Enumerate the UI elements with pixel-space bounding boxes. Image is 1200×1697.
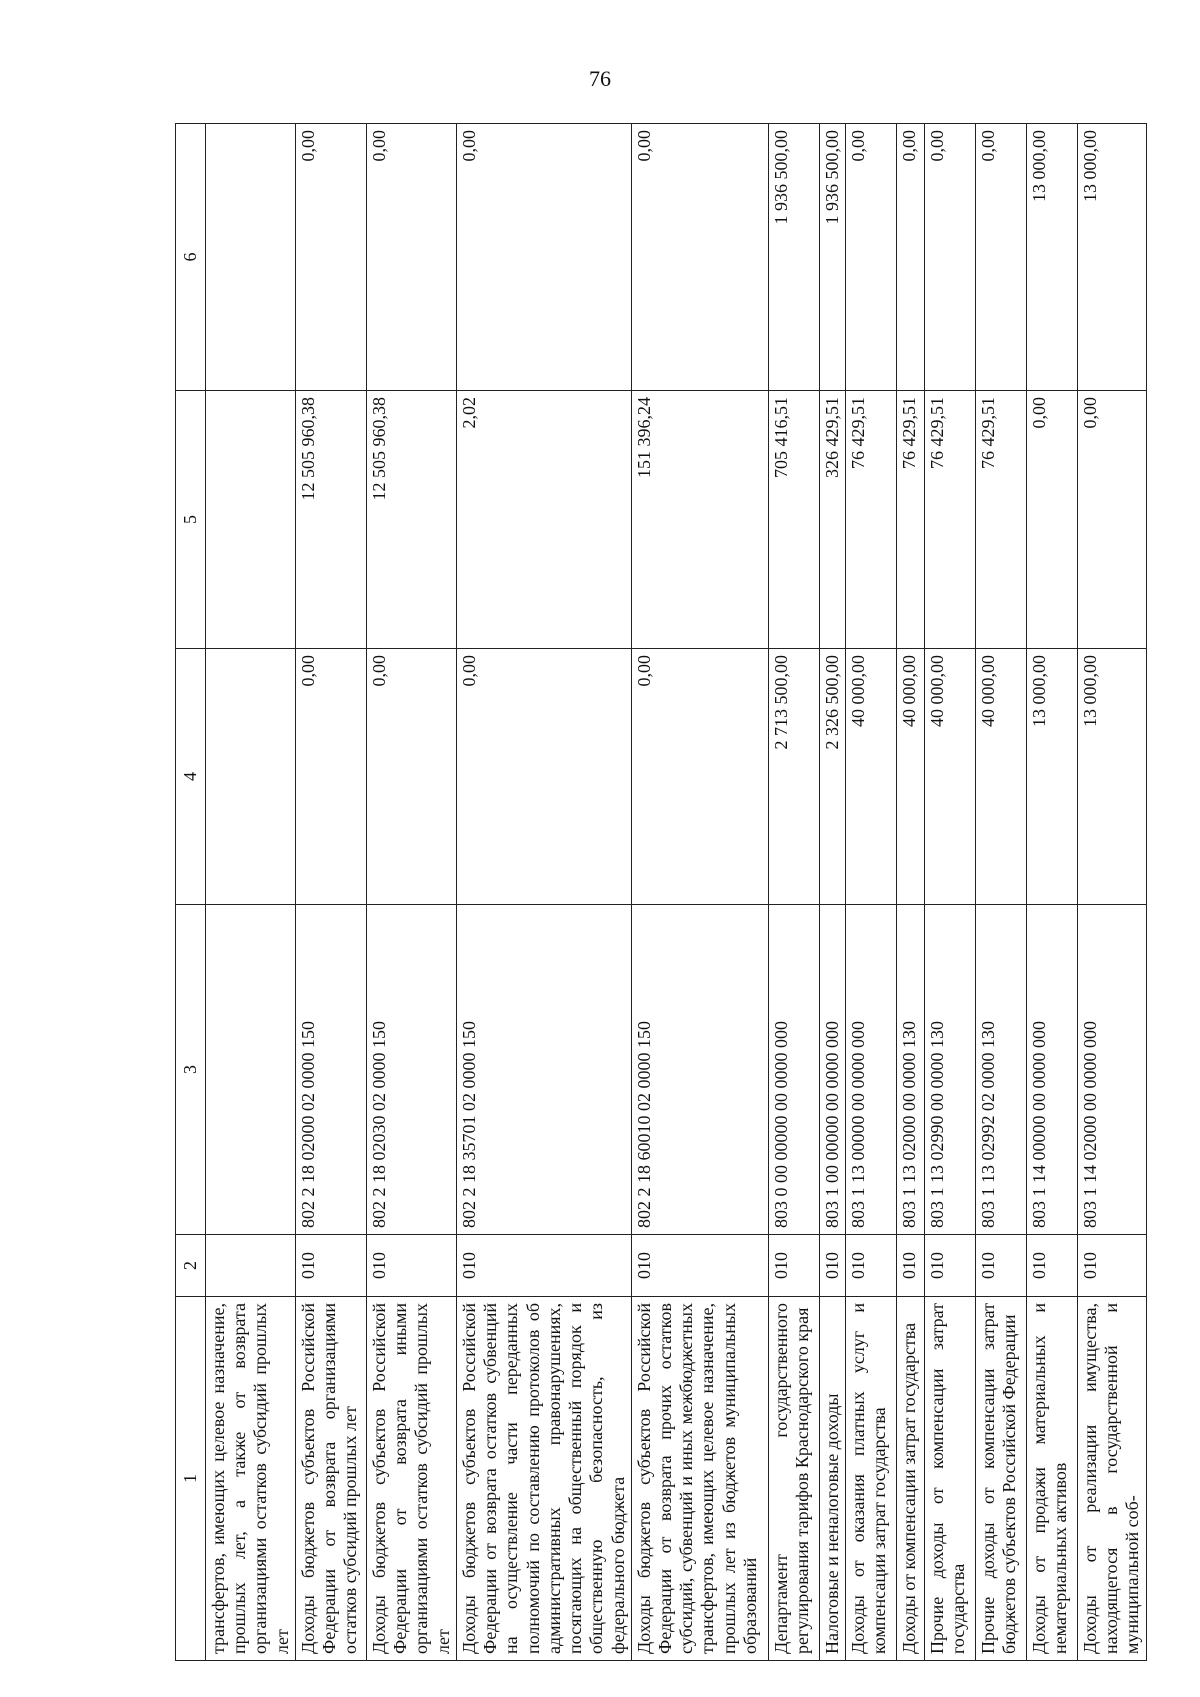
column-4-value: 13 000,00: [1077, 649, 1146, 905]
budget-code-cell: 802 2 18 35701 02 0000 150: [456, 905, 631, 1235]
budget-code-cell: 802 2 18 02030 02 0000 150: [366, 905, 456, 1235]
column-5-value: 76 429,51: [975, 391, 1026, 649]
column-5-value: 151 396,24: [631, 391, 768, 649]
row-code-cell: 010: [456, 1235, 631, 1297]
column-5-value: [206, 391, 296, 649]
table-row: [1077, 124, 1146, 1661]
budget-code-cell: 803 1 13 02990 00 0000 130: [924, 905, 975, 1235]
column-4-value: 0,00: [456, 649, 631, 905]
column-6-value: 0,00: [631, 124, 768, 391]
table-row: [456, 124, 631, 1661]
table-row: [295, 124, 366, 1661]
row-code-cell: 010: [1077, 1235, 1146, 1297]
column-6-value: 1 936 500,00: [819, 124, 845, 391]
budget-code-cell: 803 1 14 02000 00 0000 000: [1077, 905, 1146, 1235]
row-name-cell: Доходы от продажи материальных и нематериальных активов: [1026, 1297, 1077, 1661]
column-6-value: 0,00: [924, 124, 975, 391]
column-header: 6: [176, 124, 206, 391]
budget-code-cell: 802 2 18 02000 02 0000 150: [295, 905, 366, 1235]
table-row: [1026, 124, 1077, 1661]
column-4-value: 2 713 500,00: [768, 649, 819, 905]
column-header: 5: [176, 391, 206, 649]
row-code-cell: 010: [295, 1235, 366, 1297]
table-row: [631, 124, 768, 1661]
row-code-cell: 010: [845, 1235, 896, 1297]
budget-code-cell: 803 1 13 02992 02 0000 130: [975, 905, 1026, 1235]
column-header: 1: [176, 1297, 206, 1661]
row-code-cell: 010: [1026, 1235, 1077, 1297]
row-name-cell: Доходы бюджетов субъектов Российской Федерации от возврата организациями остатков субсидий прошлых лет: [295, 1297, 366, 1661]
table-row: [975, 124, 1026, 1661]
column-6-value: 13 000,00: [1077, 124, 1146, 391]
column-header: 2: [176, 1235, 206, 1297]
row-name-cell: Доходы от реализации имущества, находящегося в государственной и муниципальной соб-: [1077, 1297, 1146, 1661]
row-name-cell: Доходы бюджетов субъектов Российской Федерации от возврата иными организациями остатков субсидий прошлых лет: [366, 1297, 456, 1661]
row-name-cell: Доходы от оказания платных услуг и компенсации затрат государства: [845, 1297, 896, 1661]
column-4-value: 0,00: [366, 649, 456, 905]
column-5-value: 12 505 960,38: [366, 391, 456, 649]
table-row: [924, 124, 975, 1661]
row-name-cell: Налоговые и неналоговые доходы: [819, 1297, 845, 1661]
row-code-cell: 010: [631, 1235, 768, 1297]
column-4-value: 40 000,00: [845, 649, 896, 905]
row-code-cell: [206, 1235, 296, 1297]
column-6-value: [206, 124, 296, 391]
row-code-cell: 010: [924, 1235, 975, 1297]
column-4-value: [206, 649, 296, 905]
column-4-value: 40 000,00: [924, 649, 975, 905]
budget-code-cell: 803 1 13 02000 00 0000 130: [896, 905, 924, 1235]
column-5-value: 326 429,51: [819, 391, 845, 649]
row-name-cell: Прочие доходы от компенсации затрат государства: [924, 1297, 975, 1661]
column-4-value: 40 000,00: [896, 649, 924, 905]
column-5-value: 76 429,51: [896, 391, 924, 649]
column-4-value: 0,00: [295, 649, 366, 905]
table-row: [845, 124, 896, 1661]
budget-code-cell: 802 2 18 60010 02 0000 150: [631, 905, 768, 1235]
budget-code-cell: [206, 905, 296, 1235]
row-name-cell: Доходы бюджетов субъектов Российской Федерации от возврата остатков субвенций на осуществление части переданных полномочий по составлению протоколов об административных правонарушениях, посягающих на общественный порядок и общественную безопасность, из федерального бюджета: [456, 1297, 631, 1661]
column-5-value: 12 505 960,38: [295, 391, 366, 649]
column-6-value: 0,00: [896, 124, 924, 391]
budget-code-cell: 803 0 00 00000 00 0000 000: [768, 905, 819, 1235]
page-number: 76: [589, 66, 611, 91]
column-5-value: 0,00: [1077, 391, 1146, 649]
budget-code-cell: 803 1 14 00000 00 0000 000: [1026, 905, 1077, 1235]
column-6-value: 0,00: [295, 124, 366, 391]
revenue-table: [175, 123, 1147, 1661]
column-5-value: 705 416,51: [768, 391, 819, 649]
row-name-cell: Прочие доходы от компенсации затрат бюджетов субъектов Российской Федерации: [975, 1297, 1026, 1661]
row-name-cell: Доходы от компенсации затрат государства: [896, 1297, 924, 1661]
column-4-value: 2 326 500,00: [819, 649, 845, 905]
row-code-cell: 010: [366, 1235, 456, 1297]
column-6-value: 0,00: [366, 124, 456, 391]
table-row: [819, 124, 845, 1661]
rotated-table-sheet: [175, 124, 1143, 1661]
column-6-value: 1 936 500,00: [768, 124, 819, 391]
column-5-value: 2,02: [456, 391, 631, 649]
row-name-cell: трансфертов, имеющих целевое назначение, прошлых лет, а также от возврата организациями остатков субсидий прошлых лет: [206, 1297, 296, 1661]
table-row: [768, 124, 819, 1661]
row-name-cell: Департамент государственного регулирования тарифов Краснодарского края: [768, 1297, 819, 1661]
budget-code-cell: 803 1 13 00000 00 0000 000: [845, 905, 896, 1235]
column-5-value: 0,00: [1026, 391, 1077, 649]
column-4-value: 0,00: [631, 649, 768, 905]
column-4-value: 40 000,00: [975, 649, 1026, 905]
column-number-row: [176, 124, 206, 1661]
row-code-cell: 010: [975, 1235, 1026, 1297]
column-6-value: 0,00: [845, 124, 896, 391]
column-5-value: 76 429,51: [924, 391, 975, 649]
table-row: [206, 124, 296, 1661]
table-row: [896, 124, 924, 1661]
row-code-cell: 010: [896, 1235, 924, 1297]
budget-code-cell: 803 1 00 00000 00 0000 000: [819, 905, 845, 1235]
column-5-value: 76 429,51: [845, 391, 896, 649]
column-6-value: 0,00: [456, 124, 631, 391]
row-code-cell: 010: [768, 1235, 819, 1297]
row-code-cell: 010: [819, 1235, 845, 1297]
table-row: [366, 124, 456, 1661]
row-name-cell: Доходы бюджетов субъектов Российской Федерации от возврата прочих остатков субсидий, субвенций и иных межбюджетных трансфертов, имеющих целевое назначение, прошлых лет из бюджетов муниципальных образований: [631, 1297, 768, 1661]
column-header: 4: [176, 649, 206, 905]
column-6-value: 13 000,00: [1026, 124, 1077, 391]
column-header: 3: [176, 905, 206, 1235]
column-6-value: 0,00: [975, 124, 1026, 391]
column-4-value: 13 000,00: [1026, 649, 1077, 905]
